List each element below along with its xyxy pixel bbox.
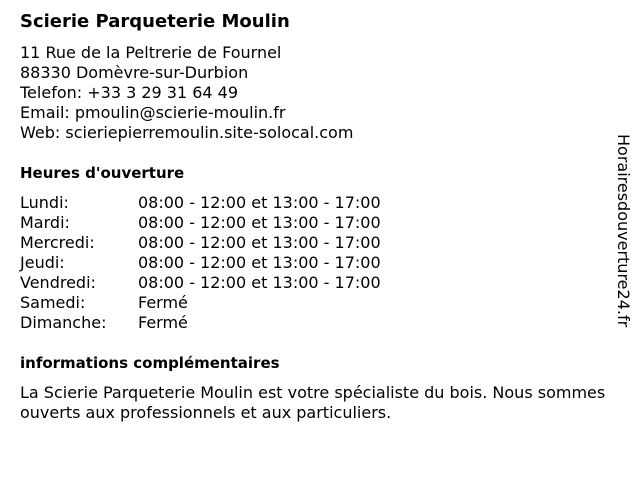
day-hours: 08:00 - 12:00 et 13:00 - 17:00 [138, 273, 381, 292]
day-hours: 08:00 - 12:00 et 13:00 - 17:00 [138, 253, 381, 272]
hours-row-lundi [20, 193, 381, 213]
day-label: Vendredi: [20, 273, 96, 292]
day-hours: 08:00 - 12:00 et 13:00 - 17:00 [138, 193, 381, 212]
hours-heading: Heures d'ouverture [20, 164, 185, 182]
hours-row-mercredi [20, 233, 381, 253]
hours-row-vendredi [20, 273, 381, 293]
email-line: Email: pmoulin@scierie-moulin.fr [20, 103, 286, 122]
hours-row-jeudi [20, 253, 381, 273]
day-label: Dimanche: [20, 313, 107, 332]
day-hours: 08:00 - 12:00 et 13:00 - 17:00 [138, 233, 381, 252]
hours-row-mardi [20, 213, 381, 233]
day-label: Lundi: [20, 193, 69, 212]
phone-line: Telefon: +33 3 29 31 64 49 [20, 83, 239, 102]
day-label: Mercredi: [20, 233, 95, 252]
day-label: Mardi: [20, 213, 70, 232]
watermark-text: Horairesdouverture24.fr [614, 134, 633, 328]
city-postal: 88330 Domèvre-sur-Durbion [20, 63, 249, 82]
day-hours: 08:00 - 12:00 et 13:00 - 17:00 [138, 213, 381, 232]
street-address: 11 Rue de la Peltrerie de Fournel [20, 43, 282, 62]
day-hours: Fermé [138, 313, 188, 332]
hours-row-dimanche [20, 313, 381, 333]
watermark [612, 134, 636, 374]
business-name: Scierie Parqueterie Moulin [20, 11, 290, 32]
hours-table [20, 193, 381, 333]
info-heading: informations complémentaires [20, 354, 280, 372]
web-line: Web: scieriepierremoulin.site-solocal.com [20, 123, 354, 142]
day-label: Jeudi: [20, 253, 65, 272]
info-description: La Scierie Parqueterie Moulin est votre spécialiste du bois. Nous sommes ouverts aux professionnels et aux particuliers. [20, 383, 606, 422]
day-label: Samedi: [20, 293, 86, 312]
hours-row-samedi [20, 293, 381, 313]
contact-block [20, 43, 353, 143]
day-hours: Fermé [138, 293, 188, 312]
